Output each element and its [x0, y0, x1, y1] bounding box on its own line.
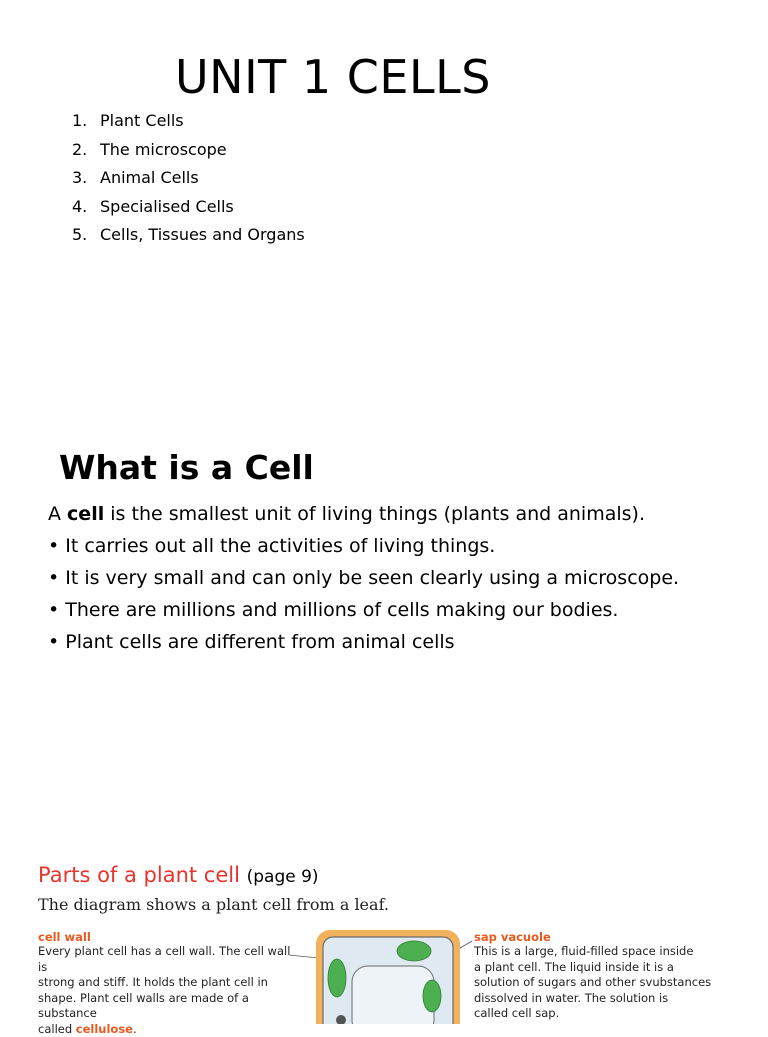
intro-bold-term: cell [67, 503, 104, 525]
cell-wall-line: Every plant cell has a cell wall. The cell wall is [38, 944, 298, 975]
toc-number: 1. [72, 110, 100, 132]
cell-wall-last-post: . [133, 1022, 137, 1036]
chloroplast-shape [423, 980, 441, 1012]
plant-cell-subtitle: The diagram shows a plant cell from a leaf. [38, 895, 389, 914]
toc-number: 5. [72, 224, 100, 246]
sap-vacuole-title: sap vacuole [474, 930, 734, 944]
toc-label: The microscope [100, 140, 227, 159]
chloroplast-shape [328, 959, 346, 997]
bullet-item: • It is very small and can only be seen clearly using a microscope. [48, 565, 679, 591]
section-heading: What is a Cell [59, 448, 314, 487]
toc-label: Cells, Tissues and Organs [100, 225, 305, 244]
sap-vacuole-line: dissolved in water. The solution is [474, 991, 734, 1007]
cellulose-term: cellulose [76, 1022, 133, 1036]
cell-wall-last-pre: called [38, 1022, 76, 1036]
sap-vacuole-line: solution of sugars and other svubstances [474, 975, 734, 991]
toc-label: Plant Cells [100, 111, 184, 130]
toc-label: Specialised Cells [100, 197, 234, 216]
intro-pre: A [48, 503, 67, 525]
cell-wall-title: cell wall [38, 930, 298, 944]
cell-wall-line: strong and stiff. It holds the plant cell in [38, 975, 298, 991]
plant-cell-heading-text: Parts of a plant cell [38, 863, 240, 887]
sap-vacuole-line: This is a large, fluid-filled space inside [474, 944, 734, 960]
sap-vacuole-shape [352, 966, 434, 1024]
toc-label: Animal Cells [100, 168, 199, 187]
sap-vacuole-line: a plant cell. The liquid inside it is a [474, 960, 734, 976]
bullet-item: • Plant cells are different from animal cells [48, 629, 455, 655]
cell-wall-line: shape. Plant cell walls are made of a substance [38, 991, 298, 1022]
intro-post: is the smallest unit of living things (plants and animals). [104, 503, 645, 525]
page-reference: (page 9) [247, 867, 319, 887]
toc-number: 2. [72, 139, 100, 161]
page-title: UNIT 1 CELLS [175, 50, 491, 104]
bullet-item: • There are millions and millions of cells making our bodies. [48, 597, 618, 623]
bullet-item: • It carries out all the activities of living things. [48, 533, 495, 559]
sap-vacuole-line: called cell sap. [474, 1006, 734, 1022]
chloroplast-shape [397, 941, 431, 961]
toc-number: 3. [72, 167, 100, 189]
toc-number: 4. [72, 196, 100, 218]
